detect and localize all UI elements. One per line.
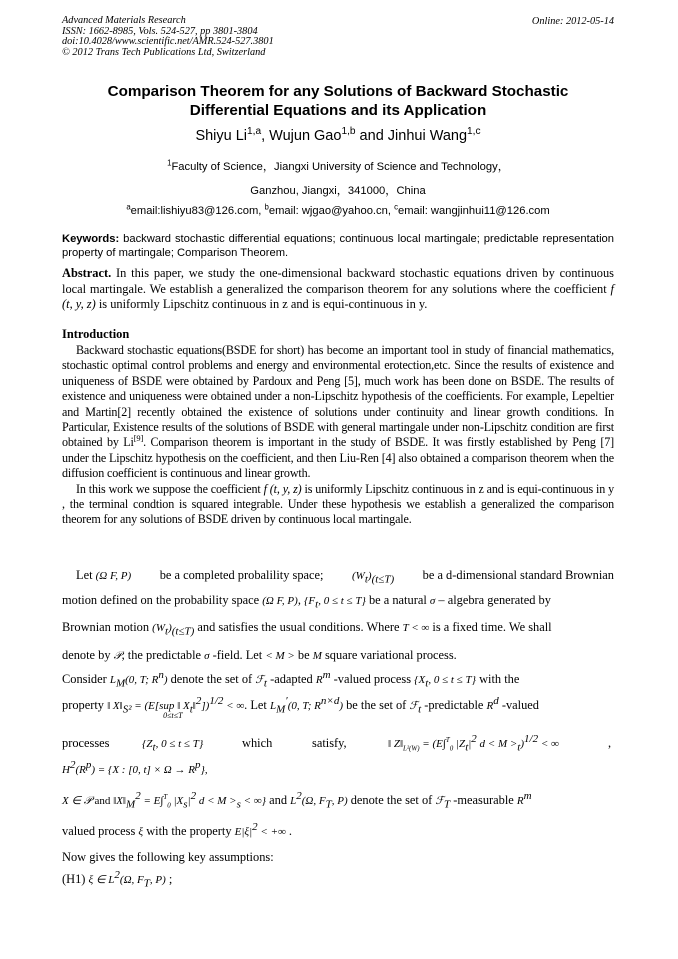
keywords	[62, 232, 614, 260]
doi-line: doi:10.4028/www.scientific.net/AMR.524-527.3801	[62, 36, 274, 48]
author-2: , Wujun Gao	[261, 128, 342, 144]
paper-title	[62, 82, 614, 120]
abstract-label: Abstract.	[62, 266, 112, 280]
def-line-8: $H^2(R^p) = \{X$ : [0, $t] \times \Omega \to R^p$},	[62, 758, 208, 776]
def-line-4: denote by 𝒫, the predictable σ -field. Let < M > be M square variational process.	[62, 648, 457, 662]
affiliation-line-2: Ganzhou, Jiangxi，341000，China	[250, 185, 426, 197]
def-line-10: valued process ξ with the property $E|\xi|^2$ < +∞ .	[62, 820, 293, 838]
email-a[interactable]: email:lishiyu83@126.com,	[130, 205, 265, 217]
def-line-3: Brownian motion $(W_t)_{(t\le T)}$ and satisfies the usual conditions. Where T < ∞ is a fixed time. We shall	[62, 620, 552, 638]
title-line-1: Comparison Theorem for any Solutions of Backward Stochastic	[107, 83, 569, 100]
def-line-5: Consider $L_M(0$, T; $R^n$) denote the set of ℱ$_t$ -adapted $R^m$ -valued process {$X_t$, 0 ≤ t ≤ T} with the	[62, 668, 520, 690]
def-line-1: Let (Ω F, P) be a completed probalility space; $(W_t)_{(t\le T)}$ be a d-dimensional standard Brownian	[76, 568, 614, 586]
email-line: $^a$email:lishiyu83@126.com, $^b$email: wjgao@yahoo.cn, $^c$email: wangjinhui11@126.com	[126, 202, 550, 217]
assumption-h1: (H1) ξ ∈ $L^2(\Omega$, $F_T$, P) ;	[62, 868, 173, 890]
intro-paragraph-2: In this work we suppose the coefficient f (t, y, z) is uniformly Lipschitz continuous in z and is equi-continuous in y , the terminal condtion is squared integrable. Under these hypothesis we establish a generalized the comparison theorem for any solutions of BSDE driven by continuous local martingale.	[62, 481, 614, 527]
author-3-sup: 1,c	[467, 126, 481, 138]
copyright-line: © 2012 Trans Tech Publications Ltd, Switzerland	[62, 46, 266, 58]
email-b[interactable]: email: wjgao@yahoo.cn,	[268, 205, 395, 217]
def-line-2: motion defined on the probability space (Ω F, P), {$F_t$, 0 ≤ t ≤ T} be a natural σ – algebra generated by	[62, 593, 551, 611]
affiliation-line-1: $^1$Faculty of Science，Jiangxi University of Science and Technology，	[167, 158, 509, 173]
online-date: Online: 2012-05-14	[531, 16, 614, 27]
journal-header	[62, 16, 274, 58]
intro-paragraph-1: Backward stochastic equations(BSDE for short) has become an important tool in study of financial mathematics, stochastic optimal control problems and energy and environmental erotection,etc. Since the results of existence and uniqueness of BSDE were obtained by Pardoux and Peng [5], much work has been done on BSDE. The results of existence and uniqueness were obtained under a non-Lipschitz hypothesis of the coefficients. For example, Lepeltier and Martin[2] recently obtained the existence of solutions under continuity and linear growth conditions. In Particular, Existence results of the solutions of BSDE with general martingale under non-Lipschitz condition are first obtained by Li[9]. Comparison theorem is important in the study of BSDE. It was firstly established by Peng [7] under the Lipschitz hypothesis on the coefficient, and then Liu-Ren [4] also obtained a comparison theorem when the diffusion coefficient is continuous and linear growth.	[62, 343, 614, 481]
abstract: Abstract. In this paper, we study the one-dimensional backward stochastic equations driven by continuous local martingale. We establish a generalized the comparison theorem for any solutions where the coefficient f (t, y, z) is uniformly Lipschitz continuous in z and is equi-continuous in y.	[62, 266, 614, 312]
citation-ref[interactable]: [9]	[133, 433, 144, 444]
author-1-sup: 1,a	[247, 126, 262, 138]
author-1: Shiyu Li	[195, 128, 248, 144]
issn-line: ISSN: 1662-8985, Vols. 524-527, pp 3801-3804	[62, 25, 258, 37]
author-3: and Jinhui Wang	[355, 128, 468, 144]
introduction-body	[62, 343, 614, 528]
coefficient-formula: f (t, y, z)	[62, 281, 614, 312]
author-list	[62, 128, 614, 144]
paper-page: Advanced Materials Research ISSN: 1662-8985, Vols. 524-527, pp 3801-3804 doi:10.4028/www.scientific.net/AMR.524-527.3801 © 2012 Trans Tech Publications Ltd, Switzerland Online: 2012-05-14 Comparison Theorem for any Solutions of Backward Stochastic Differential Equations and its Application Shiyu Li$^{1,a}$, Wujun Gao$^{1,b}$ and Jinhui Wang$^{1,c}$ $^1$Faculty of Science，Jiangxi University of Science and Technology， Ganzhou, Jiangxi，341000，China $^a$email:lishiyu83@126.com, $^b$email: wjgao@yahoo.cn, $^c$email: wangjinhui11@126.com Keywords: backward stochastic differential equations; continuous local martingale; predictable representation property of martingale; Comparison Theorem. Abstract. In this paper, we study the one-dimensional backward stochastic equations driven by continuous local martingale. We establish a generalized the comparison theorem for any solutions where the coefficient f (t, y, z) is uniformly Lipschitz continuous in z and is equi-continuous in y. Introduction Backward stochastic equations(BSDE for short) has become an important tool in study of financial mathematics, stochastic optimal control problems and energy and environmental erotection,etc. Since the results of existence and uniqueness of BSDE were obtained by Pardoux and Peng [5], much work has been done on BSDE. The results of existence and uniqueness were obtained under a non-Lipschitz hypothesis of the coefficients. For example, Lepeltier and Martin[2] recently obtained the existence of solutions under continuity and linear growth conditions. In Particular, Existence results of the solutions of BSDE with general martingale under non-Lipschitz condition are first obtained by Li[9]. Comparison theorem is important in the study of BSDE. It was firstly established by Peng [7] under the Lipschitz hypothesis on the coefficient, and then Liu-Ren [4] also obtained a comparison theorem when the diffusion coefficient is continuous and linear growth. In this work we suppose the coefficient f (t, y, z) is uniformly Lipschitz continuous in z and is equi-continuous in y , the terminal condtion is squared integrable. Under these hypothesis we establish a generalized the comparison theorem for any solutions of BSDE driven by continuous local martingale. Let (Ω F, P) be a completed probalility space; $(W_t)_{(t\le T)}$ be a d-dimensional standard Brownian motion defined on the probability space (Ω F, P), {$F_t$, 0 ≤ t ≤ T} be a natural σ – algebra generated by Brownian motion $(W_t)_{(t\le T)}$ and satisfies the usual conditions. Where T < ∞ is a fixed time. We shall denote by 𝒫, the predictable σ -field. Let < M > be M square variational process. Consider $L_M(0$, T; $R^n$) denote the set of ℱ$_t$ -adapted $R^m$ -valued process {$X_t$, 0 ≤ t ≤ T} with the property ‖ $X‖_{S^2} = (E[sup$ ‖ $X_t‖^2])^{1/2}$ < ∞ 0≤t≤T . Let $L_M'(0$, T; $R^{n\times d}$) be the set of ℱ$_t$ -predictable $R^d$ -valued processes {$Z_t$, 0 ≤ t ≤ T} which satisfy, ‖ $Z‖_{L^2(W)} = (E\int^T_0$ $|Z_t|^2$ $d < M >_t)^{1/2}$ < ∞ , $H^2(R^p) = \{X$ : [0, $t] \times \Omega \to R^p$}, X ∈ 𝒫 and $‖X‖_M^2 = E\int^T_0$ $|X_s|^2$ $d < M >_s$ < ∞} and $L^2(\Omega$, $F_T$, P) denote the set of ℱ$_T$ -measurable $R^m$ valued process ξ with the property $E|\xi|^2$ < +∞ . Now gives the following key assumptions: (H1) ξ ∈ $L^2(\Omega$, $F_T$, P) ;	[62, 15, 614, 890]
def-line-9: X ∈ 𝒫 and $‖X‖_M^2 = E\int^T_0$ $|X_s|^2$ $d < M >_s$ < ∞} and $L^2(\Omega$, $F_T$, P) denote the set of ℱ$_T$ -measurable $R^m$	[62, 789, 532, 811]
keywords-text: backward stochastic differential equations; continuous local martingale; predictable representation property of martingale; Comparison Theorem.	[62, 233, 614, 259]
journal-name: Advanced Materials Research	[62, 15, 186, 26]
keywords-label: Keywords:	[62, 233, 120, 245]
section-heading-introduction: Introduction	[62, 327, 130, 341]
def-line-6: property ‖ $X‖_{S^2} = (E[sup$ ‖ $X_t‖^2])^{1/2}$ < ∞ 0≤t≤T . Let $L_M'(0$, T; $R^{n\times d}$) be the set of ℱ$_t$ -predictable $R^d$ -valued	[62, 694, 539, 720]
author-2-sup: 1,b	[341, 126, 356, 138]
def-line-11: Now gives the following key assumptions:	[62, 850, 274, 864]
title-line-2: Differential Equations and its Application	[189, 102, 487, 119]
email-c[interactable]: email: wangjinhui11@126.com	[397, 205, 550, 217]
